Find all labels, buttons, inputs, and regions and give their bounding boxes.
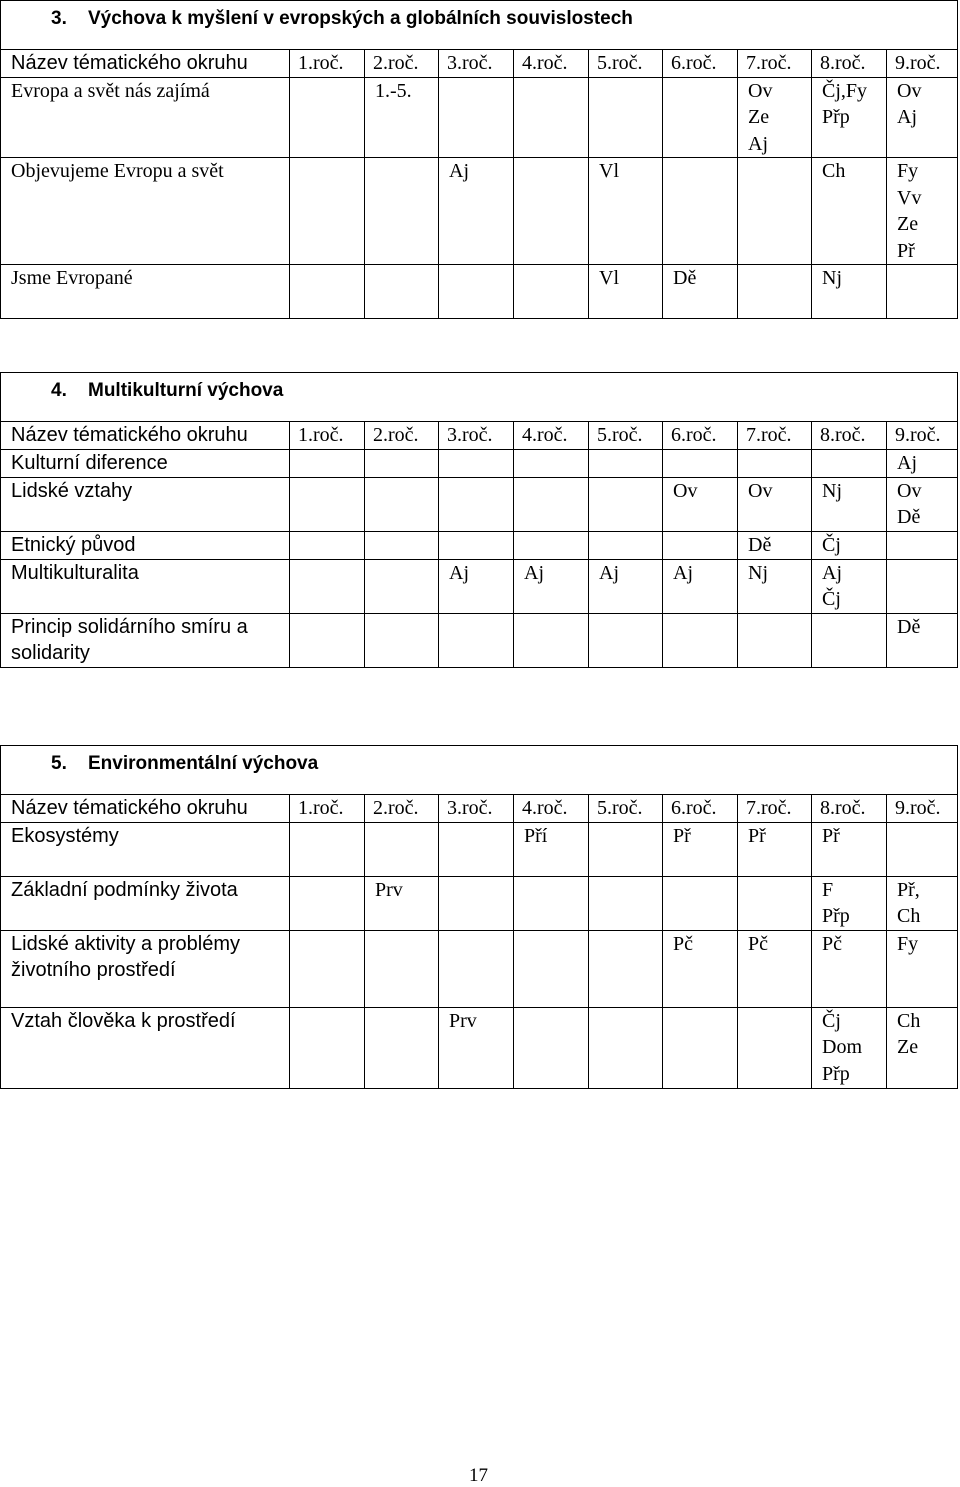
year-8-cell [812, 158, 887, 265]
header-cell-year-7: 7.roč. [738, 795, 812, 823]
header-cell-year-4: 4.roč. [514, 50, 589, 78]
section-title-text: Výchova k myšlení v evropských a globálních souvislostech [88, 8, 633, 29]
header-row [1, 50, 958, 78]
year-5-cell [589, 531, 663, 559]
row-name-cell: Kulturní diference [1, 449, 290, 477]
year-3-cell [439, 477, 514, 531]
subject-code: Ov [897, 479, 922, 502]
year-7-cell [738, 876, 812, 930]
row-name-cell: Etnický původ [1, 531, 290, 559]
year-1-cell [290, 158, 365, 265]
year-1-cell [290, 477, 365, 531]
subject-code: Aj [748, 132, 768, 155]
subject-code: Ch [897, 1009, 921, 1032]
year-2-cell [365, 613, 439, 667]
year-9-cell [887, 265, 958, 319]
table-section-5 [0, 745, 958, 1089]
year-8-cell [812, 822, 887, 876]
year-1-cell [290, 876, 365, 930]
year-5-cell [589, 613, 663, 667]
year-8-cell [812, 477, 887, 531]
table-row [1, 265, 958, 319]
year-4-cell [514, 77, 589, 158]
subject-code: Ze [897, 213, 919, 235]
section-number: 4. [51, 380, 67, 401]
row-name-cell: Vztah člověka k prostředí [1, 1007, 290, 1088]
header-cell-year-9: 9.roč. [887, 50, 958, 78]
subject-code: Př [748, 824, 766, 847]
year-3-cell [439, 876, 514, 930]
header-cell-year-2: 2.roč. [365, 795, 439, 823]
subject-code: Aj [449, 160, 469, 182]
subject-code: Aj [524, 561, 544, 584]
year-4-cell [514, 1007, 589, 1088]
subject-code: Ov [748, 479, 773, 502]
year-3-cell [439, 449, 514, 477]
year-5-cell [589, 559, 663, 613]
year-8-cell [812, 930, 887, 1007]
year-6-cell [663, 531, 738, 559]
year-6-cell [663, 1007, 738, 1088]
subject-code: Pč [673, 932, 693, 955]
row-name-cell: Lidské vztahy [1, 477, 290, 531]
subject-code: Prv [449, 1009, 477, 1032]
header-cell-year-3: 3.roč. [439, 422, 514, 450]
table-row [1, 613, 958, 667]
year-4-cell [514, 613, 589, 667]
subject-code: Aj [897, 106, 917, 128]
table-row [1, 531, 958, 559]
subject-code: Přp [822, 905, 850, 927]
year-9-cell [887, 77, 958, 158]
subject-code: Fy [897, 932, 919, 955]
table-body [1, 822, 958, 1088]
year-5-cell [589, 1007, 663, 1088]
year-9-cell [887, 876, 958, 930]
year-9-cell [887, 158, 958, 265]
year-6-cell [663, 930, 738, 1007]
header-cell-year-3: 3.roč. [439, 795, 514, 823]
year-4-cell [514, 876, 589, 930]
year-3-cell [439, 158, 514, 265]
year-6-cell [663, 876, 738, 930]
header-cell-year-1: 1.roč. [290, 795, 365, 823]
year-2-cell [365, 1007, 439, 1088]
year-1-cell [290, 930, 365, 1007]
header-cell-name: Název tématického okruhu [1, 50, 290, 78]
year-9-cell [887, 449, 958, 477]
subject-code: Pří [524, 824, 548, 847]
subject-code: F [822, 878, 834, 901]
header-cell-year-6: 6.roč. [663, 422, 738, 450]
subject-code: Ov [897, 79, 922, 102]
header-cell-name: Název tématického okruhu [1, 422, 290, 450]
table-row [1, 449, 958, 477]
year-9-cell [887, 477, 958, 531]
year-4-cell [514, 930, 589, 1007]
section-title-row [1, 373, 958, 422]
header-cell-year-6: 6.roč. [663, 50, 738, 78]
subject-code: Př, [897, 878, 920, 901]
table-row [1, 1007, 958, 1088]
year-6-cell [663, 477, 738, 531]
row-name-cell: Jsme Evropané [1, 265, 290, 319]
year-2-cell [365, 265, 439, 319]
year-6-cell [663, 77, 738, 158]
year-8-cell [812, 77, 887, 158]
subject-code: Přp [822, 1062, 850, 1085]
year-6-cell [663, 158, 738, 265]
year-4-cell [514, 822, 589, 876]
subject-code: Aj [599, 561, 619, 584]
subject-code: Aj [897, 451, 917, 474]
header-cell-name: Název tématického okruhu [1, 795, 290, 823]
subject-code: Nj [822, 479, 842, 502]
subject-code: Fy [897, 160, 919, 182]
subject-code: Pč [822, 932, 842, 955]
header-cell-year-8: 8.roč. [812, 50, 887, 78]
subject-code: Nj [748, 561, 768, 584]
year-3-cell [439, 559, 514, 613]
table-row [1, 158, 958, 265]
table-row [1, 930, 958, 1007]
row-name-cell: Evropa a svět nás zajímá [1, 77, 290, 158]
year-2-cell [365, 876, 439, 930]
header-cell-year-2: 2.roč. [365, 422, 439, 450]
subject-code: Dě [748, 533, 772, 556]
subject-code: Prv [375, 878, 403, 901]
year-1-cell [290, 77, 365, 158]
year-7-cell [738, 930, 812, 1007]
year-7-cell [738, 449, 812, 477]
year-8-cell [812, 1007, 887, 1088]
year-2-cell [365, 930, 439, 1007]
year-6-cell [663, 265, 738, 319]
subject-code: Ov [673, 479, 698, 502]
section-title [1, 1, 958, 50]
section-title [1, 746, 958, 795]
year-5-cell [589, 477, 663, 531]
section-number: 3. [51, 8, 67, 29]
year-8-cell [812, 531, 887, 559]
year-1-cell [290, 1007, 365, 1088]
row-name-cell: Základní podmínky života [1, 876, 290, 930]
header-cell-year-9: 9.roč. [887, 795, 958, 823]
header-cell-year-6: 6.roč. [663, 795, 738, 823]
page-number: 17 [469, 1465, 488, 1486]
year-3-cell [439, 1007, 514, 1088]
year-1-cell [290, 449, 365, 477]
year-9-cell [887, 613, 958, 667]
year-2-cell [365, 559, 439, 613]
header-cell-year-4: 4.roč. [514, 422, 589, 450]
row-name-cell: Multikulturalita [1, 559, 290, 613]
year-1-cell [290, 613, 365, 667]
year-1-cell [290, 822, 365, 876]
year-5-cell [589, 265, 663, 319]
year-6-cell [663, 822, 738, 876]
subject-code: Př [897, 239, 915, 262]
year-7-cell [738, 158, 812, 265]
header-cell-year-4: 4.roč. [514, 795, 589, 823]
header-cell-year-7: 7.roč. [738, 50, 812, 78]
subject-code: Ch [897, 905, 921, 927]
year-6-cell [663, 559, 738, 613]
subject-code: Ze [897, 1036, 919, 1058]
year-5-cell [589, 449, 663, 477]
subject-code: Aj [673, 561, 693, 584]
subject-code: Dom [822, 1036, 862, 1058]
year-3-cell [439, 613, 514, 667]
year-4-cell [514, 449, 589, 477]
year-4-cell [514, 531, 589, 559]
year-7-cell [738, 265, 812, 319]
year-7-cell [738, 822, 812, 876]
row-name-cell: Objevujeme Evropu a svět [1, 158, 290, 265]
header-cell-year-3: 3.roč. [439, 50, 514, 78]
year-6-cell [663, 613, 738, 667]
subject-code: Dě [673, 267, 697, 289]
table-row [1, 477, 958, 531]
table-row [1, 559, 958, 613]
header-cell-year-9: 9.roč. [887, 422, 958, 450]
table-body [1, 77, 958, 319]
year-5-cell [589, 822, 663, 876]
header-row [1, 422, 958, 450]
year-8-cell [812, 559, 887, 613]
section-title [1, 373, 958, 422]
year-1-cell [290, 265, 365, 319]
table-section-4 [0, 372, 958, 668]
table-row [1, 822, 958, 876]
header-row [1, 795, 958, 823]
subject-code: Čj [822, 1009, 841, 1032]
year-3-cell [439, 77, 514, 158]
table-body [1, 449, 958, 667]
row-name-cell: Lidské aktivity a problémy životního prostředí [1, 930, 290, 1007]
subject-code: Pč [748, 932, 768, 955]
subject-code: Přp [822, 106, 850, 128]
year-9-cell [887, 930, 958, 1007]
subject-code: Čj,Fy [822, 79, 868, 102]
year-7-cell [738, 477, 812, 531]
year-4-cell [514, 559, 589, 613]
table-row [1, 876, 958, 930]
year-5-cell [589, 930, 663, 1007]
header-cell-year-2: 2.roč. [365, 50, 439, 78]
subject-code: Aj [449, 561, 469, 584]
subject-code: Př [822, 824, 840, 847]
subject-code: Ov [748, 79, 773, 102]
year-7-cell [738, 613, 812, 667]
year-3-cell [439, 822, 514, 876]
year-3-cell [439, 531, 514, 559]
subject-code: 1.-5. [375, 79, 412, 102]
subject-code: Nj [822, 267, 842, 289]
subject-code: Ze [748, 106, 770, 128]
subject-code: Vl [599, 160, 619, 182]
year-5-cell [589, 876, 663, 930]
year-8-cell [812, 876, 887, 930]
year-3-cell [439, 930, 514, 1007]
year-1-cell [290, 559, 365, 613]
year-8-cell [812, 449, 887, 477]
year-1-cell [290, 531, 365, 559]
year-2-cell [365, 531, 439, 559]
year-5-cell [589, 77, 663, 158]
year-2-cell [365, 77, 439, 158]
year-4-cell [514, 158, 589, 265]
year-9-cell [887, 1007, 958, 1088]
subject-code: Ch [822, 160, 846, 182]
year-4-cell [514, 477, 589, 531]
subject-code: Čj [822, 588, 841, 610]
subject-code: Vv [897, 186, 922, 209]
subject-code: Dě [897, 506, 921, 528]
section-title-row [1, 1, 958, 50]
header-cell-year-1: 1.roč. [290, 50, 365, 78]
table-section-3 [0, 0, 958, 319]
table-row [1, 77, 958, 158]
header-cell-year-5: 5.roč. [589, 795, 663, 823]
year-8-cell [812, 613, 887, 667]
section-title-text: Environmentální výchova [88, 753, 319, 774]
subject-code: Aj [822, 561, 842, 584]
year-2-cell [365, 158, 439, 265]
subject-code: Čj [822, 533, 841, 556]
year-2-cell [365, 449, 439, 477]
year-9-cell [887, 559, 958, 613]
subject-code: Dě [897, 615, 921, 638]
year-9-cell [887, 822, 958, 876]
section-title-row [1, 746, 958, 795]
header-cell-year-5: 5.roč. [589, 422, 663, 450]
year-9-cell [887, 531, 958, 559]
year-8-cell [812, 265, 887, 319]
year-7-cell [738, 531, 812, 559]
row-name-cell: Princip solidárního smíru a solidarity [1, 613, 290, 667]
section-number: 5. [51, 753, 67, 774]
section-title-text: Multikulturní výchova [88, 380, 284, 401]
header-cell-year-8: 8.roč. [812, 795, 887, 823]
year-2-cell [365, 477, 439, 531]
year-7-cell [738, 77, 812, 158]
year-4-cell [514, 265, 589, 319]
year-7-cell [738, 1007, 812, 1088]
header-cell-year-7: 7.roč. [738, 422, 812, 450]
year-5-cell [589, 158, 663, 265]
row-name-cell: Ekosystémy [1, 822, 290, 876]
header-cell-year-1: 1.roč. [290, 422, 365, 450]
year-2-cell [365, 822, 439, 876]
year-6-cell [663, 449, 738, 477]
header-cell-year-8: 8.roč. [812, 422, 887, 450]
header-cell-year-5: 5.roč. [589, 50, 663, 78]
subject-code: Př [673, 824, 691, 847]
year-7-cell [738, 559, 812, 613]
year-3-cell [439, 265, 514, 319]
subject-code: Vl [599, 267, 619, 289]
